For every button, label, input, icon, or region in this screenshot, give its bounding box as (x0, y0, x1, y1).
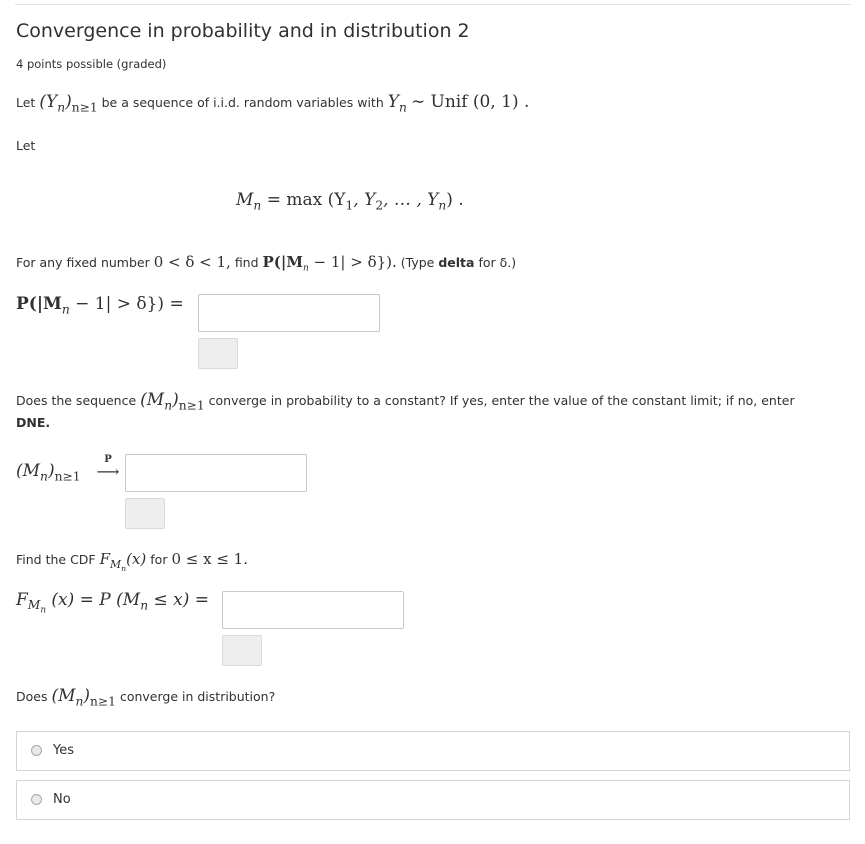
choice-no[interactable] (16, 780, 850, 820)
q2-dne-note: DNE. (16, 415, 51, 430)
q4-prompt: Does $(M_n)_{n\ge 1}$ converge in distribution? (16, 686, 276, 709)
radio-yes[interactable] (31, 745, 42, 756)
q3-answer-input[interactable] (222, 591, 404, 629)
radio-no[interactable] (31, 794, 42, 805)
top-divider (15, 4, 851, 5)
let-label: Let (16, 138, 36, 153)
q2-preview-button[interactable] (125, 498, 165, 529)
problem-title: Convergence in probability and in distribution 2 (16, 20, 470, 42)
q2-equation-label: $(M_n)_{n\ge 1}$ (16, 461, 81, 484)
q1-preview-button[interactable] (198, 338, 238, 369)
q3-equation-label: $F_{M_n}$ (x) = P $(M_n \le x)$ = (16, 590, 210, 616)
intro-statement: Let $(Y_n)_{n\ge 1}$ be a sequence of i.i.d. random variables with $Y_n$ ∼ Unif (0, 1) . (16, 92, 530, 115)
q1-prompt: For any fixed number 0 < δ < 1, find $P(|M_n - 1| > \delta\}$). (Type delta for δ.) (16, 253, 517, 274)
convergence-arrow: P ⟶ (96, 454, 120, 481)
q2-prompt: Does the sequence $(M_n)_{n\ge 1}$ converge in probability to a constant? If yes, enter the value of the constant limit; if no, enter (16, 390, 795, 413)
choice-yes-label: Yes (53, 743, 74, 758)
q2-answer-input[interactable] (125, 454, 307, 492)
points-possible: 4 points possible (graded) (16, 57, 167, 71)
q1-answer-input[interactable] (198, 294, 380, 332)
q3-prompt: Find the CDF $F_{M_n}(x)$ for 0 ≤ x ≤ 1. (16, 550, 248, 574)
q1-equation-label: $P(|M_n - 1| > \delta\}$) = (16, 294, 184, 317)
max-definition: $M_n = \max (Y_1$, $Y_2$, … , $Y_n$) . (236, 190, 464, 213)
q3-preview-button[interactable] (222, 635, 262, 666)
choice-no-label: No (53, 792, 71, 807)
choice-yes[interactable] (16, 731, 850, 771)
